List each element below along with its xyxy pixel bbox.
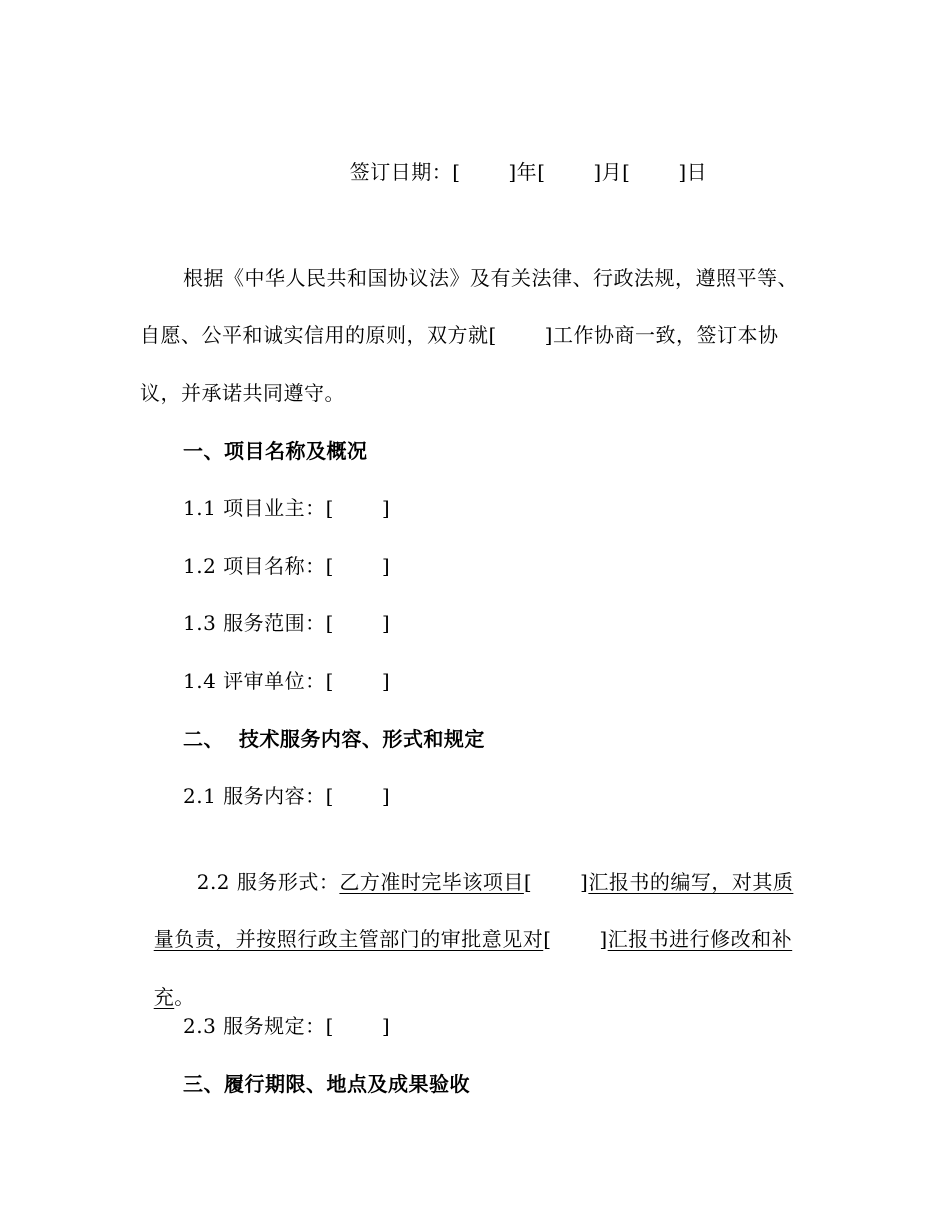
sign-date-line [336, 130, 708, 184]
section-2-heading: 二、 技术服务内容、形式和规定 [183, 727, 485, 751]
item-2-2-line-2 [140, 897, 793, 951]
item-1-4-review-unit: 1.4 评审单位：[ ] [183, 669, 391, 693]
item-1-3-service-scope: 1.3 服务范围：[ ] [183, 611, 391, 635]
item-2-2-line-1 [183, 840, 794, 894]
item-2-2-end-punctuation: 。 [174, 985, 195, 1009]
item-2-2-underlined-text: 充 [153, 985, 175, 1009]
item-2-3-service-requirement: 2.3 服务规定：[ ] [183, 1014, 391, 1038]
item-2-2-line-3 [140, 955, 195, 1009]
item-2-2-underlined-text: 乙方准时完毕该项目 [339, 870, 524, 894]
sign-date-year-field[interactable]: [ ]年 [452, 160, 538, 184]
intro-line-2: 自愿、公平和诚实信用的原则，双方就[ ]工作协商一致，签订本协 [140, 323, 779, 347]
intro-line-3: 议，并承诺共同遵守。 [140, 381, 345, 405]
section-1-heading: 一、项目名称及概况 [183, 439, 368, 463]
item-2-2-underlined-text: 汇报书的编写，对其质 [588, 870, 794, 894]
section-3-heading: 三、履行期限、地点及成果验收 [183, 1072, 470, 1096]
item-2-2-blank-field[interactable]: [ ] [543, 927, 608, 951]
item-1-2-project-name: 1.2 项目名称：[ ] [183, 554, 391, 578]
intro-line-1: 根据《中华人民共和国协议法》及有关法律、行政法规，遵照平等、 [183, 266, 798, 290]
item-2-2-underlined-text: 量负责，并按照行政主管部门的审批意见对 [153, 927, 544, 951]
item-1-1-project-owner: 1.1 项目业主：[ ] [183, 496, 391, 520]
item-2-2-underlined-text: 汇报书进行修改和补 [607, 927, 793, 951]
item-2-2-blank-field[interactable]: [ ] [523, 870, 589, 894]
item-2-1-service-content: 2.1 服务内容：[ ] [183, 784, 391, 808]
sign-date-label: 签订日期： [349, 160, 453, 184]
item-2-2-prefix: 2.2 服务形式： [196, 870, 340, 894]
sign-date-month-field[interactable]: [ ]月 [537, 160, 623, 184]
sign-date-day-field[interactable]: [ ]日 [622, 160, 708, 184]
